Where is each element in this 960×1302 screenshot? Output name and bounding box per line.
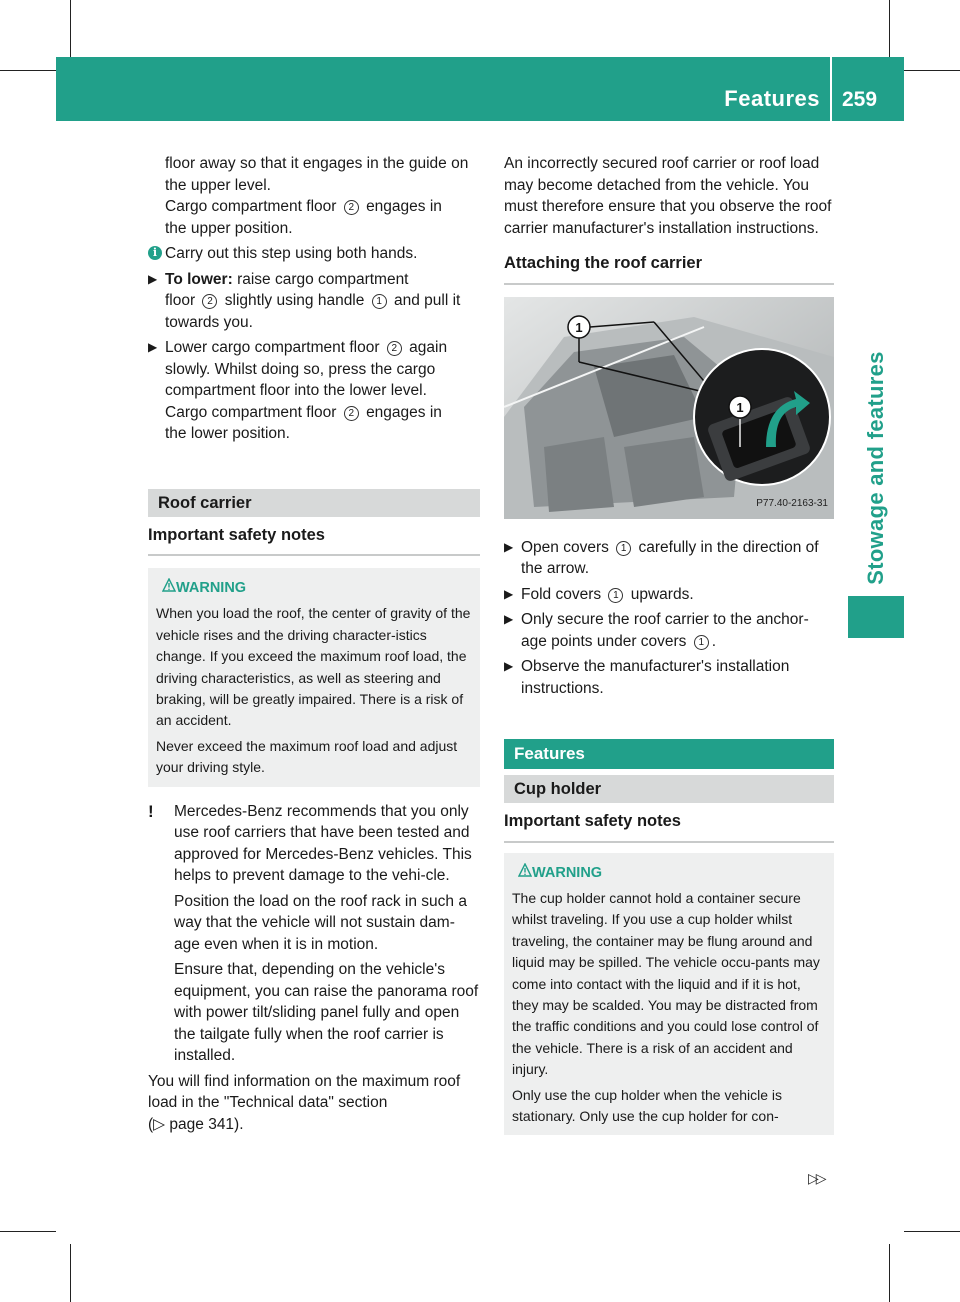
- intro-text: floor away so that it engages in the guide on the upper level. Cargo compartment floor 2 engages in the upper position.: [165, 155, 469, 237]
- callout-number: 1: [608, 588, 623, 603]
- notice-text: Mercedes-Benz recommends that you only use roof carriers that have been tested and approved for Mercedes-Benz vehicles. This helps to prevent damage to the vehi-cle.: [174, 802, 472, 885]
- bullet-arrow-icon: ▶: [504, 659, 514, 673]
- warning-heading: WARNING: [512, 863, 826, 884]
- subheading-safety-notes: Important safety notes: [504, 811, 834, 843]
- step-open-covers: ▶ Open covers 1 carefully in the direction of the arrow.: [504, 538, 819, 577]
- warning-text: Never exceed the maximum roof load and adjust your driving style.: [156, 737, 458, 776]
- info-icon: i: [148, 246, 162, 260]
- callout-number: 2: [202, 294, 217, 309]
- intro-text: An incorrectly secured roof carrier or roof load may become detached from the vehicle. You must therefore ensure that you observe the roof carrier manufacturer's installation instructions.: [504, 155, 832, 237]
- notice-block: [148, 801, 480, 1067]
- bullet-arrow-icon: ▶: [148, 271, 158, 286]
- side-tab-label: Stowage and features: [863, 351, 888, 585]
- notice-text: Ensure that, depending on the vehicle's equipment, you can raise the panorama roof with power tilt/sliding panel fully and open the tailgate fully when the roof carrier is installed.: [174, 961, 479, 1065]
- warning-text: When you load the roof, the center of gravity of the vehicle rises and the driving character-istics change. If you exceed the maximum roof load, the driving characteristics, as well as steering and braking, will be greatly impaired. There is a risk of an accident.: [156, 605, 471, 729]
- bullet-arrow-icon: ▶: [148, 340, 158, 354]
- figure-caption: P77.40-2163-31: [756, 498, 828, 509]
- info-note: i Carry out this step using both hands.: [148, 243, 480, 265]
- crop-mark: [0, 1231, 56, 1232]
- callout-number: 1: [616, 541, 631, 556]
- callout-number: 1: [694, 635, 709, 650]
- crop-mark: [889, 1244, 890, 1302]
- bullet-arrow-icon: ▶: [504, 539, 514, 554]
- callout-number: 2: [387, 341, 402, 356]
- warning-heading: WARNING: [156, 578, 472, 599]
- crop-mark: [889, 0, 890, 58]
- notice-text: Position the load on the roof rack in such a way that the vehicle will not sustain dam-age even when it is in motion.: [174, 892, 467, 953]
- bullet-arrow-icon: ▶: [504, 612, 514, 626]
- step-to-lower: ▶ To lower: raise cargo compartment floor 2 slightly using handle 1 and pull it towards you.: [148, 270, 461, 331]
- step-secure-carrier: ▶ Only secure the roof carrier to the anchor-age points under covers 1 .: [504, 611, 809, 650]
- step-lower-floor: ▶ Lower cargo compartment floor 2 again slowly. Whilst doing so, press the cargo compartment floor into the lower level. Cargo compartment floor 2 engages in the lower position.: [148, 339, 448, 442]
- continue-arrows-icon: ▷▷: [808, 1170, 824, 1186]
- subheading-safety-notes: Important safety notes: [148, 525, 480, 557]
- warning-text: Only use the cup holder when the vehicle is stationary. Only use the cup holder for con-: [512, 1086, 783, 1124]
- crop-mark: [904, 1231, 960, 1232]
- warning-box: [148, 568, 480, 787]
- figure-callout: 1: [575, 319, 583, 335]
- bullet-arrow-icon: ▶: [504, 586, 514, 601]
- callout-number: 1: [372, 294, 387, 309]
- warning-text: The cup holder cannot hold a container secure whilst traveling. If you use a cup holder whilst traveling, the container may be flung around and liquid may be spilled. The vehicle occu-pants may come into contact with the liquid and if it is hot, they may be scalded. You may be distracted from the traffic conditions and you could lose control of the vehicle. There is a risk of an accident and injury.: [512, 889, 820, 1078]
- notice-icon: !: [148, 801, 154, 821]
- page-reference-link[interactable]: page 341).: [169, 1115, 244, 1133]
- roof-carrier-figure: [504, 297, 834, 519]
- warning-triangle-icon: [162, 578, 176, 592]
- closing-text: You will find information on the maximum roof load in the "Technical data" section (▷ page 341).: [148, 1072, 461, 1133]
- warning-box: [504, 853, 834, 1136]
- step-observe-instructions: ▶ Observe the manufacturer's installation instructions.: [504, 658, 790, 697]
- crop-mark: [904, 70, 960, 71]
- left-column: [148, 153, 480, 1135]
- page-ref-arrow-icon: ▷: [153, 1115, 166, 1133]
- crop-mark: [70, 1244, 71, 1302]
- subheading-attaching: Attaching the roof carrier: [504, 253, 834, 285]
- section-bar-roof-carrier: Roof carrier: [148, 489, 480, 517]
- roof-carrier-illustration: [504, 297, 834, 519]
- header-title: Features: [724, 86, 820, 111]
- step-fold-covers: ▶ Fold covers 1 upwards.: [504, 584, 834, 606]
- callout-number: 2: [344, 406, 359, 421]
- crop-mark: [0, 70, 56, 71]
- right-column: [504, 153, 834, 1135]
- crop-mark: [70, 0, 71, 58]
- callout-number: 2: [344, 200, 359, 215]
- section-bar-cup-holder: Cup holder: [504, 775, 834, 803]
- header-separator: [830, 57, 832, 121]
- section-bar-features: Features: [504, 739, 834, 769]
- warning-triangle-icon: [518, 863, 532, 877]
- page-number: 259: [842, 88, 878, 111]
- side-tab-marker: [848, 596, 904, 638]
- figure-callout: 1: [736, 399, 744, 415]
